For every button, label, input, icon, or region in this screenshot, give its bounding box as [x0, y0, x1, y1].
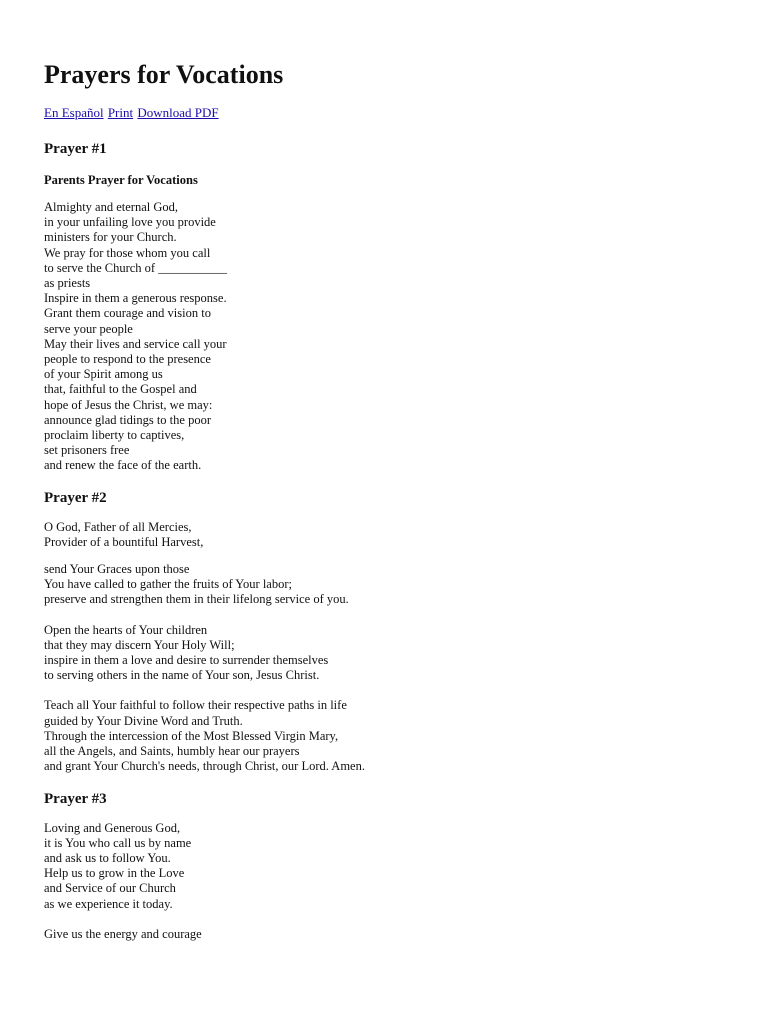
spanish-link[interactable]: En Español: [44, 105, 104, 120]
prayer-line: We pray for those whom you call: [44, 245, 211, 260]
prayer-2-section: [44, 489, 744, 775]
prayer-line: as priests: [44, 276, 91, 291]
prayer-line: Provider of a bountiful Harvest,: [44, 534, 204, 549]
prayer-line: announce glad tidings to the poor: [44, 412, 211, 427]
prayer-line: and renew the face of the earth.: [44, 458, 202, 473]
prayer-line: O God, Father of all Mercies,: [44, 519, 192, 534]
prayer-line: it is You who call us by name: [44, 835, 192, 850]
prayer-line: set prisoners free: [44, 443, 130, 458]
prayer-line: proclaim liberty to captives,: [44, 428, 185, 443]
prayer-line: and ask us to follow You.: [44, 850, 171, 865]
prayer-line: guided by Your Divine Word and Truth.: [44, 713, 243, 728]
prayer-line: to serve the Church of ___________: [44, 260, 227, 275]
prayer-line: Loving and Generous God,: [44, 820, 181, 835]
prayer-line: and grant Your Church's needs, through Christ, our Lord. Amen.: [44, 759, 365, 774]
prayer-line: Through the intercession of the Most Blessed Virgin Mary,: [44, 728, 339, 743]
prayer-line: that they may discern Your Holy Will;: [44, 637, 235, 652]
prayer-line: May their lives and service call your: [44, 336, 227, 351]
prayer-line: Give us the energy and courage: [44, 926, 202, 941]
prayer-line: Teach all Your faithful to follow their respective paths in life: [44, 698, 347, 713]
prayer-line: inspire in them a love and desire to surrender themselves: [44, 653, 329, 668]
prayer-line: of your Spirit among us: [44, 367, 163, 382]
prayer-line: Help us to grow in the Love: [44, 866, 185, 881]
prayer-2-stanza-2: [44, 562, 744, 608]
prayer-line: Inspire in them a generous response.: [44, 291, 227, 306]
prayer-1-stanza-1: [44, 200, 744, 474]
prayer-1-heading: Prayer #1: [44, 141, 107, 157]
prayer-line: to serving others in the name of Your son, Jesus Christ.: [44, 668, 320, 683]
prayer-2-stanza-1: [44, 520, 744, 550]
prayer-line: all the Angels, and Saints, humbly hear our prayers: [44, 744, 300, 759]
prayer-line: in your unfailing love you provide: [44, 215, 216, 230]
prayer-3-stanza-1: [44, 821, 744, 912]
prayer-line: and Service of our Church: [44, 881, 176, 896]
prayer-2-heading: Prayer #2: [44, 489, 107, 506]
prayer-line: Grant them courage and vision to: [44, 306, 211, 321]
print-link[interactable]: Print: [107, 105, 134, 120]
prayer-line: as we experience it today.: [44, 896, 173, 911]
prayer-1-subheading: Parents Prayer for Vocations: [44, 173, 198, 187]
prayer-line: Almighty and eternal God,: [44, 200, 178, 214]
prayer-3-heading: Prayer #3: [44, 790, 107, 807]
prayer-1-section: [44, 140, 744, 474]
prayer-line: Open the hearts of Your children: [44, 622, 208, 637]
download-pdf-link[interactable]: Download PDF: [137, 105, 219, 120]
prayer-3-section: [44, 790, 744, 942]
page-title: Prayers for Vocations: [44, 60, 284, 89]
prayer-line: send Your Graces upon those: [44, 562, 190, 577]
prayer-line: serve your people: [44, 321, 133, 336]
prayer-2-stanza-4: [44, 698, 744, 774]
prayer-line: ministers for your Church.: [44, 230, 177, 245]
prayer-3-stanza-2: [44, 927, 744, 942]
prayer-line: that, faithful to the Gospel and: [44, 382, 197, 397]
action-links: [44, 105, 744, 121]
prayer-line: people to respond to the presence: [44, 352, 211, 367]
document-page: [44, 58, 744, 942]
prayer-line: preserve and strengthen them in their lifelong service of you.: [44, 592, 349, 607]
prayer-2-stanza-3: [44, 623, 744, 684]
prayer-line: hope of Jesus the Christ, we may:: [44, 397, 213, 412]
prayer-line: You have called to gather the fruits of Your labor;: [44, 577, 292, 592]
